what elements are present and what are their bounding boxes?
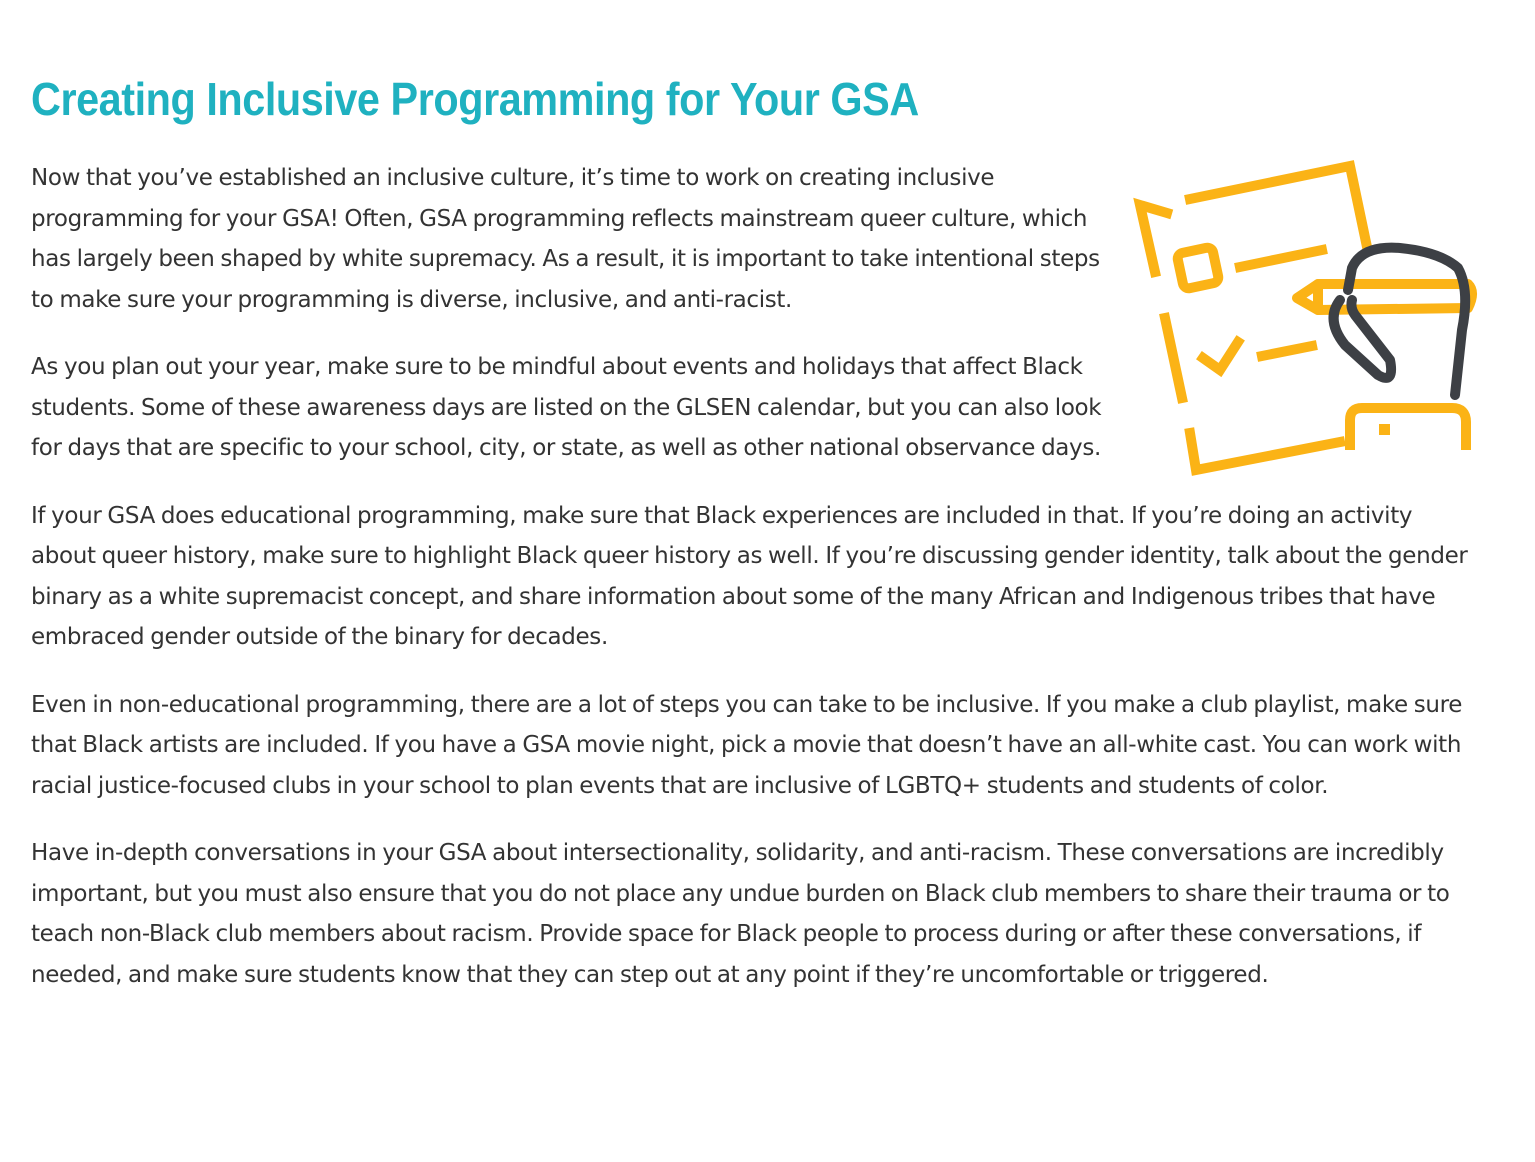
paper-outline-top [1140, 205, 1167, 272]
checkmark-icon [1203, 342, 1238, 370]
paragraph-calendar: As you plan out your year, make sure to be mindful about events and holidays that affect Black students. Some of these awareness days are listed on the GLSEN calendar, but you can also look for days that are specific to your school, city, or state, as well as other national observance days. [31, 354, 1102, 461]
paragraph-educational: If your GSA does educational programming, make sure that Black experiences are included in that. If you’re doing an activity about queer history, make sure to highlight Black queer history as well. If you’re discussing gender identity, talk about the gender binary as a white supremacist concept, and share information about some of the many African and Indigenous tribes that have embraced gender outside of the binary for decades. [31, 502, 1468, 650]
paragraph-conversations: Have in-depth conversations in your GSA about intersectionality, solidarity, and anti-racism. These conversations are incredibly important, but you must also ensure that you do not place any undue burden on Black club members to share their trauma or to teach non-Black club members about racism. Provide space for Black people to process during or after these conversations, if needed, and make sure students know that they can step out at any point if they’re uncomfortable or triggered. [31, 840, 1450, 988]
page-title: Creating Inclusive Programming for Your GSA [31, 73, 919, 125]
checklist-line-2 [1262, 346, 1312, 356]
sleeve-icon [1350, 408, 1466, 445]
sleeve-button-icon [1379, 424, 1390, 435]
paragraph-intro: Now that you’ve established an inclusive culture, it’s time to work on creating inclusive programming for your GSA! Often, GSA programming reflects mainstream queer culture, which has largely been shaped by white supremacy. As a result, it is important to take intentional steps to make sure your programming is diverse, inclusive, and anti-racist. [31, 165, 1100, 313]
checkbox-icon [1177, 247, 1220, 290]
pen-icon [1297, 284, 1472, 310]
paragraph-non-educational: Even in non-educational programming, there are a lot of steps you can take to be inclusive. If you make a club playlist, make sure that Black artists are included. If you have a GSA movie night, pick a movie that doesn’t have an all-white cast. You can work with racial justice-focused clubs in your school to plan events that are inclusive of LGBTQ+ students and students of color. [31, 691, 1463, 799]
paper-outline-left [1165, 318, 1182, 398]
paper-outline-bottom [1190, 433, 1340, 470]
paper-outline-right [1190, 166, 1367, 247]
checklist-line-1 [1240, 250, 1322, 267]
checklist-hand-writing-icon [1130, 155, 1485, 485]
